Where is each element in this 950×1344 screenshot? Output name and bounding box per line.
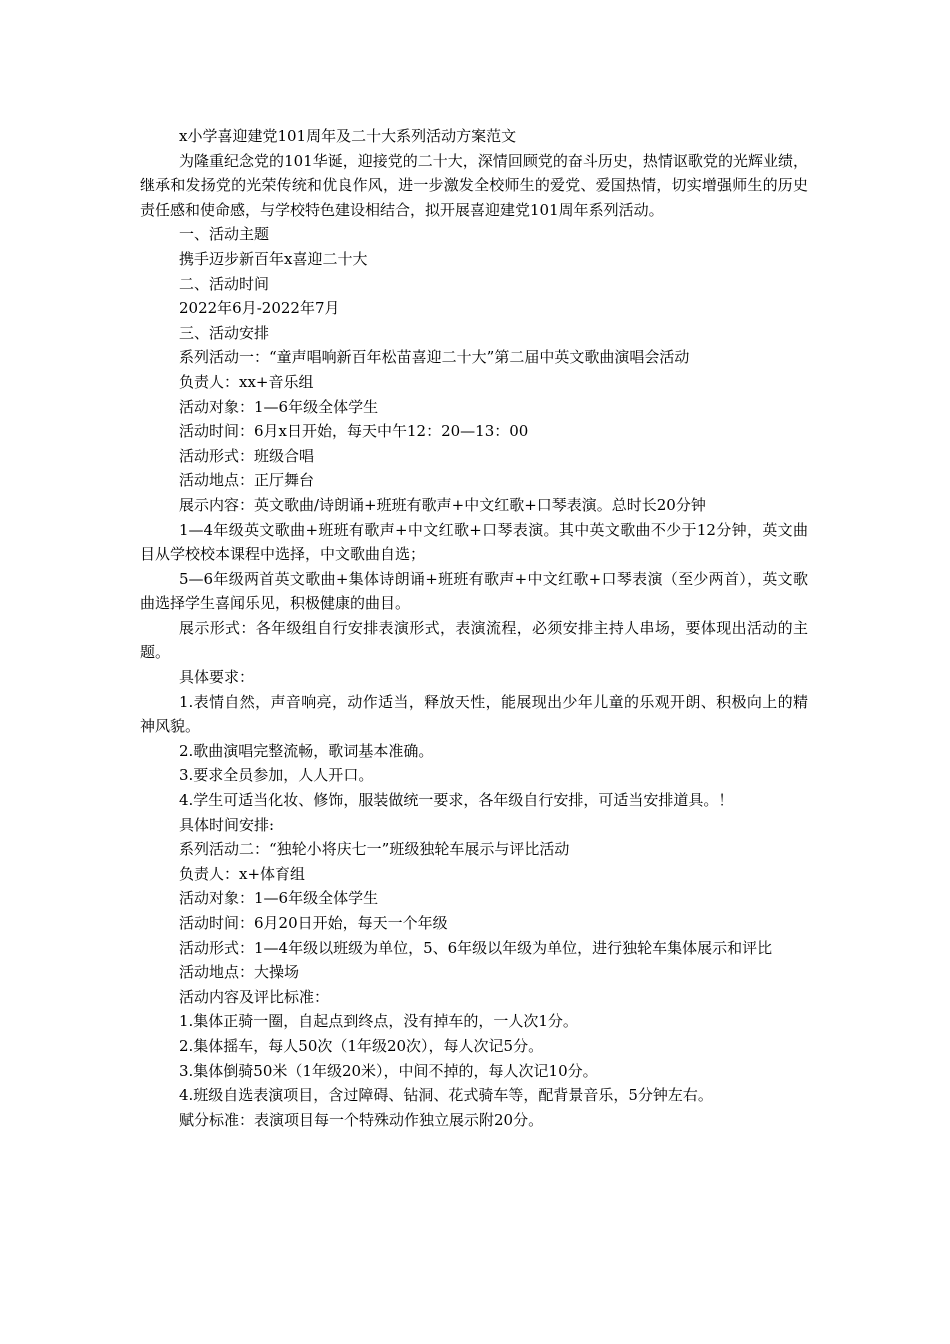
time-text: 2022年6月-2022年7月 [179, 299, 340, 318]
activity-one-time: 活动时间：6月x日开始，每天中午12：20—13：00 [179, 422, 529, 441]
activity-one-grade-5-6: 5—6年级两首英文歌曲+集体诗朗诵+班班有歌声+中文红歌+口琴表演（至少两首），英文歌曲选择学生喜闻乐见，积极健康的曲目。 [140, 569, 808, 613]
activity-one-title: 系列活动一：“童声唱响新百年松苗喜迎二十大”第二届中英文歌曲演唱会活动 [179, 348, 690, 367]
activity-one-grade-1-4: 1—4年级英文歌曲+班班有歌声+中文红歌+口琴表演。其中英文歌曲不少于12分钟，英文曲目从学校校本课程中选择，中文歌曲自选； [140, 520, 808, 564]
scoring-item: 4.班级自选表演项目，含过障碍、钻洞、花式骑车等，配背景音乐，5分钟左右。 [179, 1086, 713, 1105]
activity-one-form: 活动形式：班级合唱 [179, 446, 315, 465]
activity-two-form: 活动形式：1—4年级以班级为单位，5、6年级以年级为单位，进行独轮车集体展示和评比 [179, 938, 773, 957]
scoring-item: 2.集体摇车，每人50次（1年级20次），每人次记5分。 [179, 1036, 544, 1055]
requirement-item: 2.歌曲演唱完整流畅，歌词基本准确。 [179, 741, 434, 760]
activity-one-owner: 负责人：xx+音乐组 [179, 372, 314, 391]
activity-two-participants: 活动对象：1—6年级全体学生 [179, 889, 379, 908]
scoring-item: 1.集体正骑一圈，自起点到终点，没有掉车的，一人次1分。 [179, 1012, 578, 1031]
requirement-item: 3.要求全员参加，人人开口。 [179, 766, 374, 785]
activity-two-time: 活动时间：6月20日开始，每天一个年级 [179, 914, 448, 932]
activity-two-title: 系列活动二：“独轮小将庆七一”班级独轮车展示与评比活动 [179, 840, 570, 859]
theme-text: 携手迈步新百年x喜迎二十大 [179, 249, 368, 268]
activity-one-content: 展示内容：英文歌曲/诗朗诵+班班有歌声+中文红歌+口琴表演。总时长20分钟 [179, 495, 706, 514]
document-title: x小学喜迎建党101周年及二十大系列活动方案范文 [179, 127, 517, 145]
activity-one-participants: 活动对象：1—6年级全体学生 [179, 397, 379, 416]
requirement-item: 1.表情自然，声音响亮，动作适当，释放天性，能展现出少年儿童的乐观开朗、积极向上的精神风貌。 [140, 692, 808, 736]
document-body [140, 124, 808, 1132]
requirement-item: 4.学生可适当化妆、修饰，服装做统一要求，各年级自行安排，可适当安排道具。！ [179, 791, 734, 810]
schedule-heading: 具体时间安排: [179, 815, 275, 834]
scoring-standard: 赋分标准：表演项目每一个特殊动作独立展示附20分。 [179, 1110, 544, 1129]
section-heading-arrangement: 三、活动安排 [179, 323, 270, 342]
section-heading-time: 二、活动时间 [179, 274, 270, 293]
activity-one-location: 活动地点：正厅舞台 [179, 471, 315, 490]
activity-one-display-form: 展示形式：各年级组自行安排表演形式，表演流程，必须安排主持人串场，要体现出活动的主题。 [140, 618, 808, 662]
activity-two-owner: 负责人：x+体育组 [179, 864, 306, 883]
section-heading-theme: 一、活动主题 [179, 225, 270, 244]
activity-two-location: 活动地点：大操场 [179, 963, 300, 982]
intro-paragraph: 为隆重纪念党的101华诞，迎接党的二十大，深情回顾党的奋斗历史，热情讴歌党的光辉业绩，继承和发扬党的光荣传统和优良作风，进一步激发全校师生的爱党、爱国热情，切实增强师生的历史责任感和使命感，与学校特色建设相结合，拟开展喜迎建党101周年系列活动。 [140, 151, 808, 219]
requirements-heading: 具体要求： [179, 668, 255, 687]
scoring-heading: 活动内容及评比标准： [179, 987, 330, 1006]
scoring-item: 3.集体倒骑50米（1年级20米），中间不掉的，每人次记10分。 [179, 1061, 598, 1080]
